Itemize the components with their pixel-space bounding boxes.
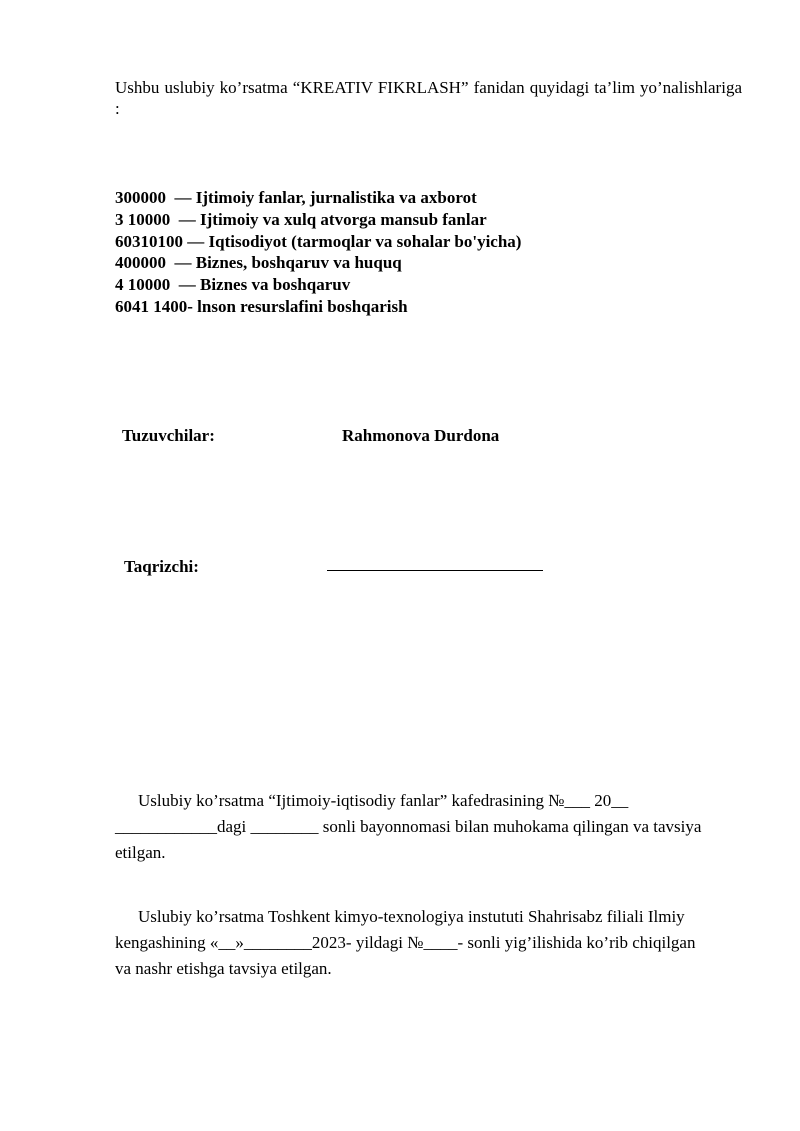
program-code-line: 400000 — Biznes, boshqaruv va huquq: [115, 253, 402, 273]
program-code-line: 4 10000 — Biznes va boshqaruv: [115, 275, 351, 295]
reviewer-signature-line: [327, 570, 543, 571]
program-code-line: 6041 1400- lnson resurslafini boshqarish: [115, 296, 408, 316]
reviewer-label: Taqrizchi:: [124, 557, 199, 576]
compilers-name: Rahmonova Durdona: [342, 426, 500, 445]
compilers-label: Tuzuvchilar:: [122, 426, 215, 445]
program-code-line: 60310100 — Iqtisodiyot (tarmoqlar va sohalar bo'yicha): [115, 231, 522, 251]
council-approval-paragraph: Uslubiy ko’rsatma Toshkent kimyo-texnologiya instututi Shahrisabz filiali Ilmiy kengashining «__»________2023- yildagi №____- sonli yig’ilishida ko’rib chiqilgan va nashr etishga tavsiya etilgan.: [115, 907, 696, 978]
program-code-line: 300000 — Ijtimoiy fanlar, jurnalistika va axborot: [115, 188, 477, 207]
program-codes-list: [115, 187, 521, 318]
department-approval-paragraph: Uslubiy ko’rsatma “Ijtimoiy-iqtisodiy fanlar” kafedrasining №___ 20__ ____________dagi ________ sonli bayonnomasi bilan muhokama qilingan va tavsiya etilgan.: [115, 791, 702, 862]
intro-paragraph: Ushbu uslubiy ko’rsatma “KREATIV FIKRLASH” fanidan quyidagi ta’lim yo’nalishlariga :: [115, 78, 742, 118]
program-code-line: 3 10000 — Ijtimoiy va xulq atvorga mansub fanlar: [115, 209, 487, 229]
